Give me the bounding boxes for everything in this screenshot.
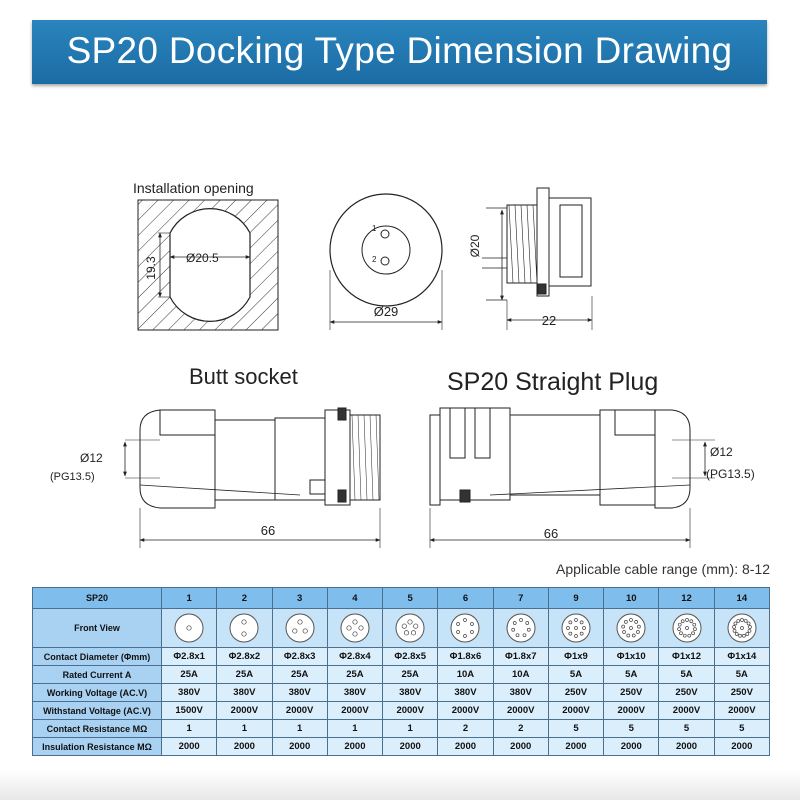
connector-face-icon: [283, 611, 317, 645]
pin-dot: [353, 620, 357, 624]
table-cell: 2000: [548, 738, 603, 756]
plug-length-label: 66: [543, 526, 559, 541]
pin-count-header: 12: [659, 588, 714, 609]
table-cell: 2: [438, 720, 493, 738]
table-cell: 380V: [493, 684, 548, 702]
pin-dot: [457, 631, 460, 634]
pin-1-label: 1: [372, 224, 377, 233]
pin-dot: [691, 632, 694, 635]
pin-dot: [412, 631, 416, 635]
pin-dot: [625, 620, 628, 623]
table-cell: Φ1x14: [714, 648, 769, 666]
table-cell: 2: [493, 720, 548, 738]
pin-dot: [242, 620, 246, 624]
table-row: [33, 666, 770, 684]
row-label: Rated Current A: [33, 666, 162, 684]
row-label: Withstand Voltage (AC.V): [33, 702, 162, 720]
connector-face-icon: [172, 611, 206, 645]
connector-face-icon: [448, 611, 482, 645]
front-view-cell: [659, 609, 714, 648]
table-cell: 2000: [493, 738, 548, 756]
pin-dot: [692, 623, 695, 626]
pin-dot: [689, 620, 692, 623]
pin-dot: [353, 632, 357, 636]
table-cell: 5: [659, 720, 714, 738]
table-cell: 2000: [327, 738, 382, 756]
table-cell: 5A: [604, 666, 659, 684]
pin-dot: [685, 627, 688, 630]
pin-dot: [737, 619, 740, 622]
connector-face-icon: [559, 611, 593, 645]
pin-dot: [678, 623, 681, 626]
table-cell: Φ1x12: [659, 648, 714, 666]
table-cell: 25A: [162, 666, 217, 684]
bottom-shadow-bar: [0, 770, 800, 800]
plug-pg-label: (PG13.5): [706, 467, 755, 481]
table-cell: 10A: [493, 666, 548, 684]
front-view-label: Front View: [33, 609, 162, 648]
table-cell: 2000V: [438, 702, 493, 720]
pin-dot: [580, 621, 583, 624]
pin-dot: [574, 635, 577, 638]
table-cell: 380V: [383, 684, 438, 702]
row-label: Working Voltage (AC.V): [33, 684, 162, 702]
pin-dot: [735, 632, 738, 635]
table-cell: Φ2.8x1: [162, 648, 217, 666]
connector-face-icon: [725, 611, 759, 645]
pin-dot: [748, 626, 751, 629]
table-cell: 2000V: [493, 702, 548, 720]
table-cell: 25A: [217, 666, 272, 684]
table-cell: 5: [548, 720, 603, 738]
pin-dot: [681, 620, 684, 623]
pin-dot: [747, 622, 750, 625]
pin-dot: [303, 629, 307, 633]
pin-dot: [580, 632, 583, 635]
cable-range-note: Applicable cable range (mm): 8-12: [556, 561, 770, 577]
table-cell: 2000: [659, 738, 714, 756]
front-view-cell: [327, 609, 382, 648]
table-cell: Φ2.8x4: [327, 648, 382, 666]
pin-dot: [638, 625, 641, 628]
opening-flat-label: 19.3: [144, 256, 158, 280]
table-cell: Φ1x9: [548, 648, 603, 666]
opening-diameter-label: Ø20.5: [186, 251, 219, 265]
table-cell: 2000: [714, 738, 769, 756]
table-cell: 5A: [714, 666, 769, 684]
pin-dot: [566, 627, 569, 630]
face-diameter-label: Ø29: [373, 304, 399, 319]
table-cell: Φ1.8x6: [438, 648, 493, 666]
pin-dot: [685, 619, 688, 622]
connector-face-icon: [338, 611, 372, 645]
spec-table: [32, 587, 770, 756]
table-row: [33, 702, 770, 720]
pin-dot: [523, 634, 526, 637]
pin-dot: [732, 626, 735, 629]
pin-count-header: 4: [327, 588, 382, 609]
pin-dot: [734, 622, 737, 625]
front-view-cell: [383, 609, 438, 648]
connector-face-icon: [504, 611, 538, 645]
table-cell: 380V: [272, 684, 327, 702]
pin-dot: [738, 634, 741, 637]
table-cell: 250V: [659, 684, 714, 702]
table-cell: 1: [217, 720, 272, 738]
table-cell: Φ1.8x7: [493, 648, 548, 666]
pin-dot: [516, 634, 519, 637]
plug-cable-diameter: Ø12: [710, 445, 733, 459]
pin-dot: [630, 627, 633, 630]
side-diameter-label: Ø20: [468, 234, 482, 258]
front-view-cell: [548, 609, 603, 648]
table-row: [33, 738, 770, 756]
table-cell: 250V: [548, 684, 603, 702]
socket-length-label: 66: [260, 523, 276, 538]
row-label: Insulation Resistance MΩ: [33, 738, 162, 756]
pin-count-header: 10: [604, 588, 659, 609]
table-cell: 2000V: [327, 702, 382, 720]
pin-count-header: 14: [714, 588, 769, 609]
table-cell: 2000V: [272, 702, 327, 720]
pin-dot: [687, 634, 690, 637]
table-cell: 25A: [327, 666, 382, 684]
pin-dot: [744, 619, 747, 622]
straight-plug-label: SP20 Straight Plug: [447, 368, 659, 396]
table-row: [33, 720, 770, 738]
pin-dot: [679, 632, 682, 635]
pin-dot: [404, 631, 408, 635]
pin-dot: [683, 634, 686, 637]
front-view-row: [33, 609, 770, 648]
side-length-label: 22: [541, 313, 557, 328]
pin-dot: [637, 631, 640, 634]
pin-dot: [519, 619, 522, 622]
table-cell: 2000V: [714, 702, 769, 720]
socket-cable-diameter: Ø12: [80, 451, 103, 465]
pin-dot: [402, 624, 406, 628]
table-cell: 1500V: [162, 702, 217, 720]
pin-dot: [471, 631, 474, 634]
table-cell: 1: [272, 720, 327, 738]
table-cell: Φ2.8x2: [217, 648, 272, 666]
table-cell: 1: [383, 720, 438, 738]
pin-dot: [525, 622, 528, 625]
table-cell: 2000: [383, 738, 438, 756]
pin-dot: [359, 626, 363, 630]
pin-dot: [627, 634, 630, 637]
pin-count-header: 1: [162, 588, 217, 609]
front-view-cell: [217, 609, 272, 648]
pin-dot: [187, 626, 191, 630]
pin-count-header: 5: [383, 588, 438, 609]
table-row: [33, 648, 770, 666]
pin-dot: [582, 627, 585, 630]
pin-dot: [242, 632, 246, 636]
pin-dot: [457, 623, 460, 626]
front-view-cell: [162, 609, 217, 648]
pin-dot: [513, 622, 516, 625]
butt-socket-label: Butt socket: [189, 364, 298, 389]
installation-opening: [138, 200, 278, 330]
table-cell: 5: [714, 720, 769, 738]
table-cell: Φ2.8x3: [272, 648, 327, 666]
row-label: Contact Diameter (Φmm): [33, 648, 162, 666]
table-cell: 2000: [217, 738, 272, 756]
table-cell: 25A: [272, 666, 327, 684]
pin-dot: [740, 627, 743, 630]
pin-dot: [464, 635, 467, 638]
pin-dot: [742, 634, 745, 637]
socket-pg-label: (PG13.5): [50, 471, 95, 483]
socket-side-view: [482, 188, 592, 330]
pin-dot: [569, 632, 572, 635]
table-cell: 2000: [438, 738, 493, 756]
pin-count-header: 7: [493, 588, 548, 609]
table-cell: 250V: [604, 684, 659, 702]
pin-count-header: 6: [438, 588, 493, 609]
pin-dot: [347, 626, 351, 630]
pin-dot: [569, 621, 572, 624]
pin-count-header: 2: [217, 588, 272, 609]
pin-dot: [740, 619, 743, 622]
table-cell: 2000: [272, 738, 327, 756]
table-cell: 25A: [383, 666, 438, 684]
pin-dot: [748, 629, 751, 632]
installation-label: Installation opening: [133, 180, 254, 196]
pin-dot: [693, 628, 696, 631]
pin-dot: [414, 624, 418, 628]
table-cell: Φ2.8x5: [383, 648, 438, 666]
front-view-cell: [438, 609, 493, 648]
front-view-cell: [604, 609, 659, 648]
table-cell: 380V: [217, 684, 272, 702]
pin-dot: [464, 619, 467, 622]
pin-dot: [622, 625, 625, 628]
pin-dot: [292, 629, 296, 633]
pin-dot: [511, 628, 514, 631]
connector-face-icon: [670, 611, 704, 645]
pin-dot: [297, 620, 301, 624]
table-cell: 380V: [327, 684, 382, 702]
table-cell: 2000V: [548, 702, 603, 720]
table-cell: 2000V: [217, 702, 272, 720]
pin-dot: [574, 619, 577, 622]
pin-dot: [527, 628, 530, 631]
table-cell: 380V: [162, 684, 217, 702]
table-cell: 2000: [604, 738, 659, 756]
pin-count-header: 3: [272, 588, 327, 609]
table-header-row: [33, 588, 770, 609]
straight-plug-drawing: [430, 408, 715, 548]
connector-face-icon: [393, 611, 427, 645]
table-header-label: SP20: [33, 588, 162, 609]
front-view-cell: [272, 609, 327, 648]
table-cell: Φ1x10: [604, 648, 659, 666]
pin-dot: [408, 620, 412, 624]
table-cell: 2000V: [659, 702, 714, 720]
pin-dot: [746, 632, 749, 635]
butt-socket-drawing: [125, 408, 380, 548]
connector-face-icon: [227, 611, 261, 645]
table-cell: 1: [327, 720, 382, 738]
pin-2-label: 2: [372, 255, 377, 264]
front-view-cell: [714, 609, 769, 648]
table-cell: 10A: [438, 666, 493, 684]
table-cell: 2000V: [383, 702, 438, 720]
pin-dot: [630, 619, 633, 622]
pin-dot: [574, 627, 577, 630]
table-cell: 250V: [714, 684, 769, 702]
table-cell: 5: [604, 720, 659, 738]
pin-count-header: 9: [548, 588, 603, 609]
pin-dot: [632, 634, 635, 637]
table-cell: 380V: [438, 684, 493, 702]
table-cell: 2000V: [604, 702, 659, 720]
pin-dot: [677, 628, 680, 631]
table-cell: 5A: [659, 666, 714, 684]
table-cell: 2000: [162, 738, 217, 756]
front-view-cell: [493, 609, 548, 648]
row-label: Contact Resistance MΩ: [33, 720, 162, 738]
table-row: [33, 684, 770, 702]
pin-dot: [471, 623, 474, 626]
pin-dot: [733, 629, 736, 632]
pin-dot: [623, 631, 626, 634]
pin-dot: [635, 620, 638, 623]
table-cell: 5A: [548, 666, 603, 684]
table-cell: 1: [162, 720, 217, 738]
connector-face-icon: [614, 611, 648, 645]
page-title: SP20 Docking Type Dimension Drawing: [66, 30, 733, 71]
